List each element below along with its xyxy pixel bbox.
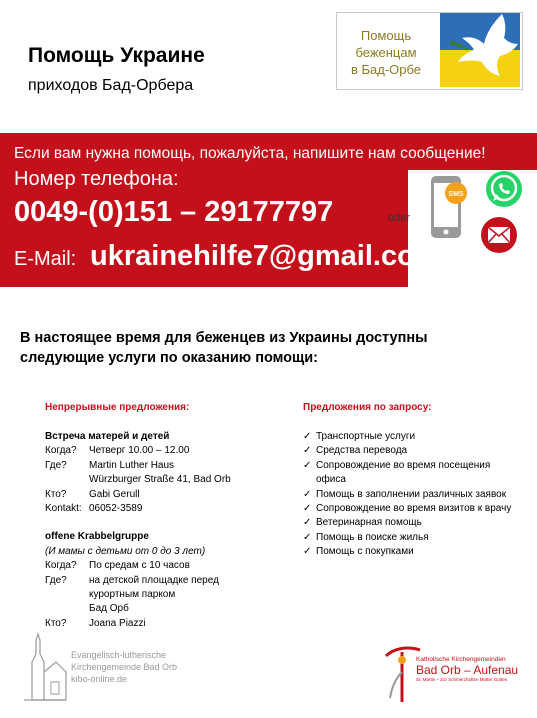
on-request-list	[303, 430, 518, 560]
info-row	[45, 444, 305, 458]
refugee-help-logo-text	[338, 27, 434, 78]
checkmark-icon: ✓	[303, 445, 312, 457]
list-item-label: Ветеринарная помощь	[316, 517, 422, 529]
whatsapp-icon[interactable]	[485, 170, 523, 208]
email-icon[interactable]	[480, 216, 518, 254]
group-title: offene Krabbelgruppe	[45, 531, 149, 543]
services-intro: В настоящее время для беженцев из Украины доступны следующие услуги по оказанию помощи:	[20, 330, 428, 366]
list-item-label: Помощь с покупками	[316, 546, 414, 558]
info-row	[45, 602, 305, 616]
info-row	[45, 574, 305, 588]
info-row	[45, 617, 305, 631]
row-value: Четверг 10.00 – 12.00	[89, 445, 190, 457]
row-key	[45, 588, 89, 602]
checkmark-icon: ✓	[303, 488, 312, 500]
list-item-label: Средства перевода	[316, 445, 408, 457]
checkmark-icon: ✓	[303, 503, 312, 515]
checkmark-icon: ✓	[303, 459, 312, 471]
catholic-line-2: Bad Orb – Aufenau	[416, 663, 519, 677]
list-item	[303, 516, 518, 530]
logo-line: беженцам	[355, 45, 417, 60]
contact-message: Если вам нужна помощь, пожалуйста, напишите нам сообщение!	[14, 145, 486, 162]
info-row	[45, 559, 305, 573]
list-item	[303, 502, 518, 516]
phone-number[interactable]: 0049-(0)151 – 29177797	[14, 196, 334, 228]
row-key: Где?	[45, 459, 67, 471]
row-key: Kontakt:	[45, 503, 82, 515]
row-key: Когда?	[45, 560, 77, 572]
row-key: Кто?	[45, 617, 67, 629]
row-value: Würzburger Straße 41, Bad Orb	[89, 474, 231, 486]
catholic-line-3: St. Martin – Zur Schmerzhaften Mutter Gottes	[416, 677, 508, 682]
evangelical-line: Kirchengemeinde Bad Orb	[71, 662, 178, 672]
row-value: на детской площадке перед	[89, 574, 219, 586]
row-value: 06052-3589	[89, 503, 143, 515]
list-item-label: Сопровождение во время визитов к врачу	[316, 503, 512, 515]
info-row	[45, 502, 305, 516]
info-row	[45, 473, 305, 487]
row-value: курортным парком	[89, 589, 176, 601]
email-label: E-Mail:	[14, 248, 77, 270]
phone-label: Номер телефона:	[14, 168, 179, 190]
info-row	[45, 459, 305, 473]
continuous-heading: Непрерывные предложения:	[45, 402, 190, 413]
continuous-offers	[45, 430, 305, 631]
logo-line: в Бад-Орбе	[350, 62, 422, 77]
row-key: Где?	[45, 574, 67, 586]
row-value: Joana Piazzi	[89, 617, 146, 629]
on-request-heading: Предложения по запросу:	[303, 402, 432, 413]
row-key: Кто?	[45, 488, 67, 500]
evangelical-parish-text	[71, 649, 177, 685]
group-note: (И мамы с детьми от 0 до 3 лет)	[45, 545, 206, 557]
list-item	[303, 430, 518, 444]
church-icon	[22, 632, 68, 702]
list-item-label: Сопровождение во время посещения офиса	[316, 459, 491, 486]
row-key: Когда?	[45, 445, 77, 457]
email-address[interactable]: ukrainehilfe7@gmail.com	[90, 240, 441, 272]
oder-text: oder	[388, 212, 411, 224]
row-value: Gabi Gerull	[89, 488, 140, 500]
checkmark-icon: ✓	[303, 517, 312, 529]
page-subtitle: приходов Бад-Орбера	[28, 77, 194, 94]
checkmark-icon: ✓	[303, 431, 312, 442]
evangelical-line: Evangelisch-lutherische	[71, 650, 167, 660]
catholic-parish-text	[416, 656, 536, 682]
sms-label: SMS	[448, 191, 464, 198]
checkmark-icon: ✓	[303, 546, 312, 558]
info-row	[45, 588, 305, 602]
list-item	[303, 459, 518, 488]
row-key	[45, 602, 89, 616]
checkmark-icon: ✓	[303, 531, 312, 543]
list-item-label: Помощь в поиске жилья	[316, 531, 429, 543]
sms-phone-icon	[430, 173, 468, 241]
logo-line: Помощь	[360, 28, 412, 43]
info-row	[45, 488, 305, 502]
row-value: Бад Орб	[89, 603, 129, 615]
list-item	[303, 531, 518, 545]
list-item-label: Транспортные услуги	[316, 431, 416, 442]
row-key	[45, 473, 89, 487]
group-title: Встреча матерей и детей	[45, 431, 170, 442]
list-item	[303, 545, 518, 559]
page-title: Помощь Украине	[28, 44, 205, 67]
list-item	[303, 444, 518, 458]
row-value: Martin Luther Haus	[89, 459, 175, 471]
dove-icon	[442, 10, 520, 86]
list-item	[303, 488, 518, 502]
row-value: По средам с 10 часов	[89, 560, 190, 572]
catholic-line-1: Katholische Kirchengemeinden	[416, 656, 506, 663]
evangelical-line: kibo-online.de	[71, 674, 128, 684]
list-item-label: Помощь в заполнении различных заявок	[316, 488, 507, 500]
